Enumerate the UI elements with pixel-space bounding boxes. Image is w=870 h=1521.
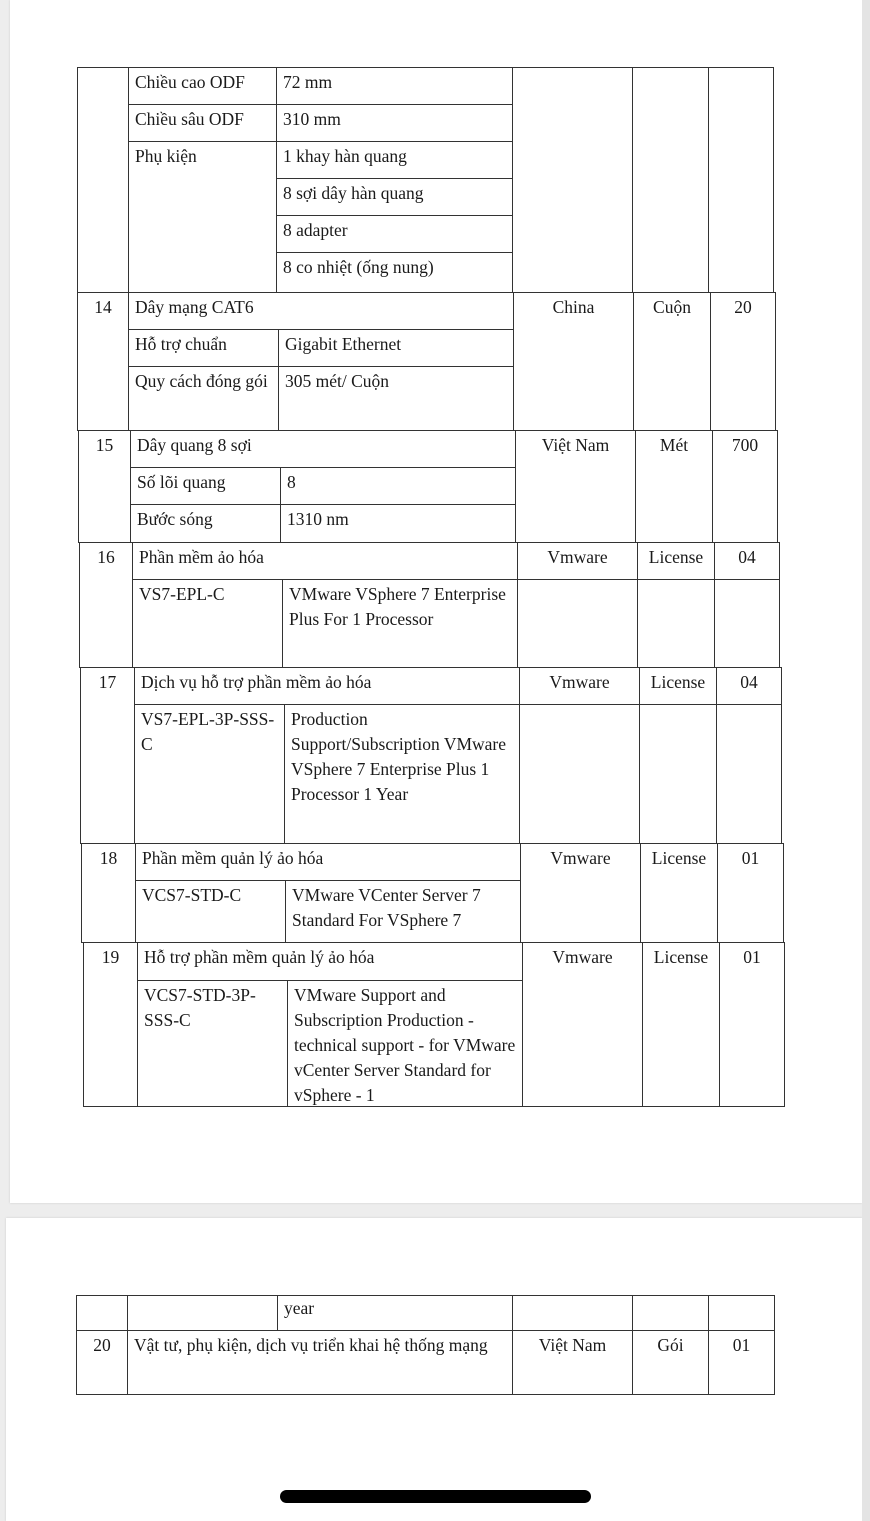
cell-no: 14 <box>77 292 129 431</box>
spec-label: Quy cách đóng gói <box>128 366 279 431</box>
cell-qty-cont <box>708 1295 775 1331</box>
cell-qty: 04 <box>714 542 780 580</box>
spec-value: 305 mét/ Cuộn <box>278 366 514 431</box>
spec-label: Chiều cao ODF <box>128 67 277 105</box>
spec-value: 8 adapter <box>276 215 513 253</box>
spec-value: 1310 nm <box>280 504 516 543</box>
product-desc: VMware VCenter Server 7 Standard For VSphere 7 <box>285 880 521 943</box>
spec-value: 8 sợi dây hàn quang <box>276 178 513 216</box>
cell-no-13 <box>77 67 129 293</box>
spec-label: Số lõi quang <box>130 467 281 505</box>
cell-origin: China <box>513 292 634 431</box>
spec-value: 310 mm <box>276 104 513 142</box>
cell-no: 17 <box>80 667 135 844</box>
spec-value: 8 co nhiệt (ống nung) <box>276 252 513 293</box>
cell-qty: 01 <box>719 942 785 1107</box>
cell-qty-empty <box>714 579 780 668</box>
cell-origin: Vmware <box>522 942 643 1107</box>
cell-origin-cont <box>512 1295 633 1331</box>
item-name: Dây mạng CAT6 <box>128 292 514 330</box>
spec-label: Chiều sâu ODF <box>128 104 277 142</box>
spec-label: Bước sóng <box>130 504 281 543</box>
cell-no: 18 <box>81 843 136 943</box>
cell-unit-empty <box>637 579 715 668</box>
cell-unit: Mét <box>635 430 713 543</box>
item-name: Hỗ trợ phần mềm quản lý ảo hóa <box>137 942 523 981</box>
cell-unit-cont <box>632 1295 709 1331</box>
cell-unit: License <box>639 667 717 705</box>
cell-qty: 700 <box>712 430 778 543</box>
cell-qty: 04 <box>716 667 782 705</box>
home-indicator[interactable] <box>280 1490 591 1503</box>
cell-no: 16 <box>79 542 133 668</box>
cell-unit: License <box>640 843 718 943</box>
cell-no-19-cont <box>76 1295 128 1331</box>
cell-qty: 01 <box>708 1330 775 1395</box>
cell-no: 20 <box>76 1330 128 1395</box>
cell-unit-empty <box>639 704 717 844</box>
product-code: VCS7-STD-3P-SSS-C <box>137 980 288 1107</box>
product-desc: VMware Support and Subscription Production - technical support - for VMware vCenter Server Standard for vSphere - 1 <box>287 980 523 1107</box>
spec-label: Hỗ trợ chuẩn <box>128 329 279 367</box>
cell-origin-empty <box>519 704 640 844</box>
item-name: Phần mềm quản lý ảo hóa <box>135 843 521 881</box>
cell-unit: Cuộn <box>633 292 711 431</box>
product-desc: Production Support/Subscription VMware VSphere 7 Enterprise Plus 1 Processor 1 Year <box>284 704 520 844</box>
product-code-cont <box>127 1295 278 1331</box>
spec-value: Gigabit Ethernet <box>278 329 514 367</box>
item-name: Dây quang 8 sợi <box>130 430 516 468</box>
cell-no: 19 <box>83 942 138 1107</box>
product-code: VS7-EPL-3P-SSS-C <box>134 704 285 844</box>
cell-qty <box>708 67 774 293</box>
cell-unit: Gói <box>632 1330 709 1395</box>
item-name: Phần mềm ảo hóa <box>132 542 518 580</box>
product-code: VCS7-STD-C <box>135 880 286 943</box>
cell-origin: Việt Nam <box>512 1330 633 1395</box>
spec-value: 72 mm <box>276 67 513 105</box>
cell-unit: License <box>637 542 715 580</box>
cell-qty: 20 <box>710 292 776 431</box>
cell-origin <box>512 67 633 293</box>
spec-value: 8 <box>280 467 516 505</box>
cell-origin: Vmware <box>520 843 641 943</box>
cell-origin-empty <box>517 579 638 668</box>
product-desc-cont: year <box>277 1295 513 1331</box>
product-code: VS7-EPL-C <box>132 579 283 668</box>
cell-origin: Vmware <box>519 667 640 705</box>
cell-qty: 01 <box>717 843 784 943</box>
spec-label: Phụ kiện <box>128 141 277 293</box>
cell-origin: Việt Nam <box>515 430 636 543</box>
product-desc: VMware VSphere 7 Enterprise Plus For 1 Processor <box>282 579 518 668</box>
cell-no: 15 <box>78 430 131 543</box>
item-name: Vật tư, phụ kiện, dịch vụ triển khai hệ thống mạng <box>127 1330 513 1395</box>
spec-value: 1 khay hàn quang <box>276 141 513 179</box>
cell-qty-empty <box>716 704 782 844</box>
cell-unit: License <box>642 942 720 1107</box>
cell-unit <box>632 67 709 293</box>
item-name: Dịch vụ hỗ trợ phần mềm ảo hóa <box>134 667 520 705</box>
cell-origin: Vmware <box>517 542 638 580</box>
